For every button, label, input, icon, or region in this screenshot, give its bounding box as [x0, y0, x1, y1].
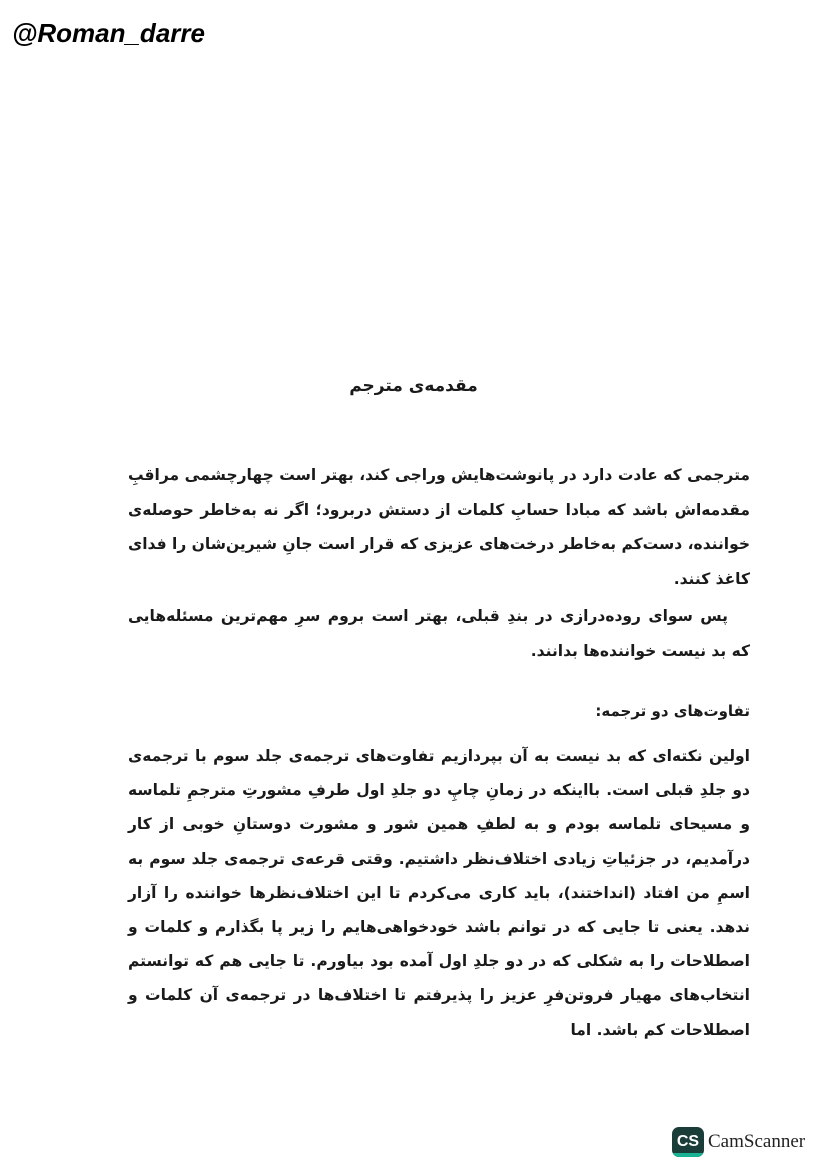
watermark-handle: @Roman_darre	[12, 18, 205, 48]
section-paragraph: اولین نکته‌ای که بد نیست به آن بپردازیم تفاوت‌های ترجمه‌ی جلد سوم با ترجمه‌ی دو جلدِ قبلی است. بااینکه در زمانِ چاپِ دو جلدِ اول طرفِ مشورتِ مترجمِ تلماسه و مسیحای تلماسه بودم و به لطفِ همین شور و مشورت دوستانِ خوبی از کار درآمدیم، در جزئیاتِ زیادی اختلاف‌نظر داشتیم. وقتی قرعه‌ی ترجمه‌ی جلد سوم به اسمِ من افتاد (انداختند)، باید کاری می‌کردم تا این اختلاف‌نظرها خواننده را آزار ندهد. یعنی تا جایی که در توانم باشد خودخواهی‌هایم را زیر پا بگذارم و کلمات و اصطلاحات را به شکلی که در دو جلدِ اول آمده بود بیاورم. تا جایی هم که توانستم انتخاب‌های مهیار فروتن‌فرِ عزیز را پذیرفتم تا اختلاف‌ها در ترجمه‌ی آن کلمات و اصطلاحات کم باشد. اما	[128, 747, 750, 1039]
paragraph-second-text: پس سوای روده‌درازی در بندِ قبلی، بهتر است بروم سرِ مهم‌ترین مسئله‌هایی که بد نیست خواننده‌ها بدانند.	[128, 607, 750, 660]
section-heading: تفاوت‌های دو ترجمه:	[595, 702, 750, 720]
page-title: مقدمه‌ی مترجم	[349, 376, 478, 396]
camscanner-badge	[672, 1127, 805, 1157]
paragraph-intro: مترجمی که عادت دارد در پانوشت‌هایش وراجی کند، بهتر است چهارچشمی مراقبِ مقدمه‌اش باشد که مبادا حسابِ کلمات از دستش دربرود؛ اگر نه به‌خاطر حوصله‌ی خواننده، دست‌کم به‌خاطر درخت‌های عزیزی که قرار است جانِ شیرین‌شان را فدای کاغذ کنند.	[128, 466, 750, 588]
paragraph-second	[128, 599, 750, 668]
camscanner-logo-icon: CS	[672, 1127, 704, 1157]
camscanner-label: CamScanner	[708, 1131, 806, 1152]
